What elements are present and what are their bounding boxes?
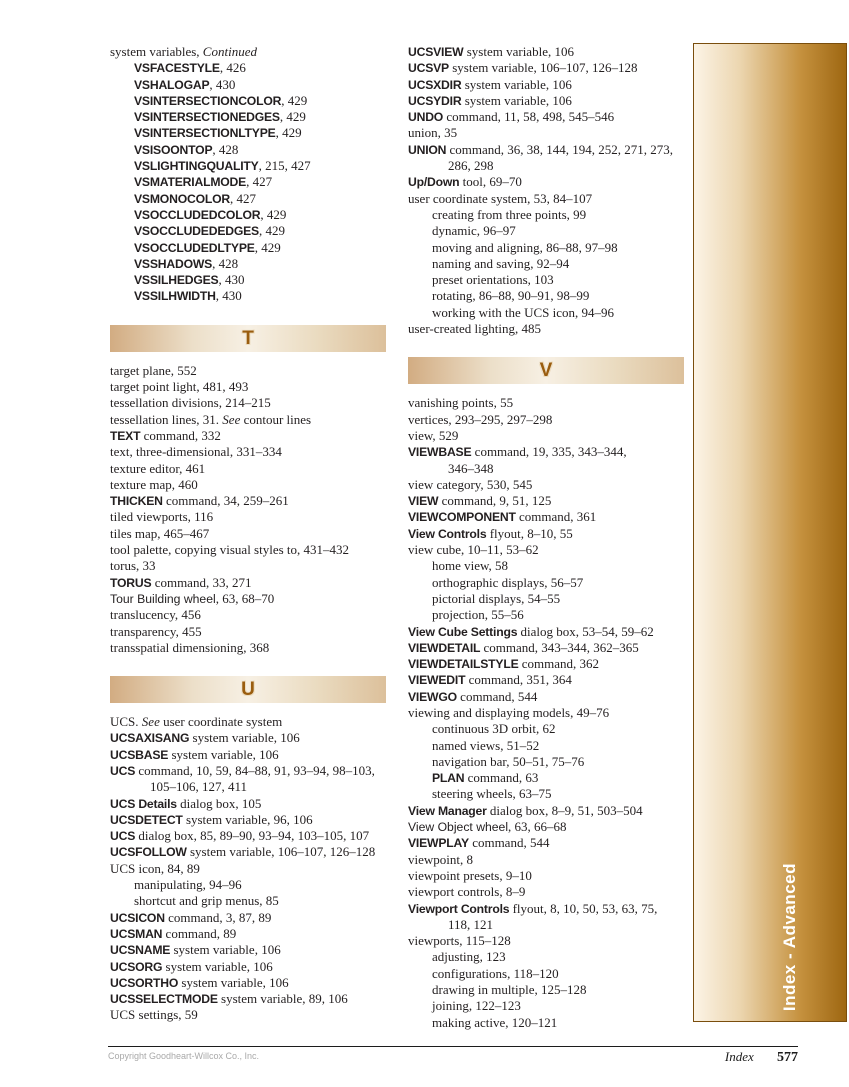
index-entry [408, 272, 696, 288]
entry-text-segment: VSSILHWIDTH [134, 289, 216, 304]
index-entry [110, 640, 398, 656]
entry-text-segment: viewports, 115–128 [408, 933, 511, 949]
entry-text-segment: command, 544 [456, 688, 538, 704]
index-entry [408, 125, 696, 141]
section-header-T [110, 325, 386, 352]
index-entry [110, 174, 398, 190]
index-entry [408, 60, 696, 76]
entry-text-segment: VIEWEDIT [408, 673, 466, 688]
index-entry [408, 819, 696, 835]
footer-copyright: Copyright Goodheart-Willcox Co., Inc. [108, 1051, 260, 1061]
index-entry [110, 747, 398, 763]
entry-text-segment: VSOCCLUDEDCOLOR [134, 207, 261, 222]
index-entry [110, 926, 398, 942]
index-entry [408, 158, 696, 174]
index-column-right [408, 44, 696, 1031]
entry-text-segment: command, 9, 51, 125 [438, 493, 552, 509]
index-entry [408, 142, 696, 158]
entry-text-segment: Tour Building wheel [110, 591, 216, 606]
entry-text-segment: system variable, 106 [461, 92, 572, 108]
index-entry [408, 689, 696, 705]
entry-text-segment: user coordinate system, 53, 84–107 [408, 190, 593, 206]
entry-text-segment: dynamic, 96–97 [432, 223, 516, 239]
entry-text-segment: viewpoint, 8 [408, 851, 473, 867]
entry-text-segment: contour lines [240, 411, 312, 427]
index-entry [110, 44, 398, 60]
entry-text-segment: UCS Details [110, 796, 177, 811]
entry-text-segment: command, 362 [518, 656, 600, 672]
entry-text-segment: tiles map, 465–467 [110, 525, 210, 541]
index-entry [408, 240, 696, 256]
entry-text-segment: manipulating, 94–96 [134, 877, 242, 893]
index-entry [408, 93, 696, 109]
entry-text-segment: command, 89 [162, 925, 237, 941]
index-entry [110, 1007, 398, 1023]
chapter-tab-label: Index - Advanced [780, 862, 799, 1011]
index-entry [110, 526, 398, 542]
index-entry [408, 624, 696, 640]
entry-text-segment: TEXT [110, 428, 141, 443]
entry-text-segment: View Manager [408, 803, 487, 818]
entry-text-segment: dialog box, 85, 89–90, 93–94, 103–105, 107 [135, 828, 370, 844]
entry-text-segment: VSSHADOWS [134, 256, 213, 271]
entry-text-segment: creating from three points, 99 [432, 206, 587, 222]
entry-text-segment: VSINTERSECTIONCOLOR [134, 93, 282, 108]
index-entry [408, 868, 696, 884]
index-entry [408, 591, 696, 607]
index-entry [110, 477, 398, 493]
entry-text-segment: command, 36, 38, 144, 194, 252, 271, 273, [446, 141, 674, 157]
entry-text-segment: VIEWBASE [408, 445, 472, 460]
entry-text-segment: viewpoint presets, 9–10 [408, 867, 532, 883]
entry-text-segment: transspatial dimensioning, 368 [110, 639, 270, 655]
index-entry [408, 884, 696, 900]
index-entry [110, 975, 398, 991]
entry-text-segment: system variable, 106 [168, 746, 279, 762]
index-entry [110, 60, 398, 76]
entry-text-segment: UNION [408, 142, 447, 157]
index-entry [408, 949, 696, 965]
entry-text-segment: UCS settings, 59 [110, 1007, 198, 1023]
index-entry [408, 428, 696, 444]
entry-text-segment: , 430 [218, 272, 245, 288]
index-entry [408, 721, 696, 737]
entry-text-segment: command, 3, 87, 89 [164, 909, 272, 925]
entry-text-segment: TORUS [110, 575, 152, 590]
footer-rule [108, 1046, 798, 1047]
index-entry [110, 288, 398, 304]
entry-text-segment: system variables, [110, 44, 203, 59]
entry-text-segment: torus, 33 [110, 558, 156, 574]
entry-text-segment: system variable, 106 [170, 942, 281, 958]
chapter-tab-sidebar [693, 43, 847, 1022]
index-entry [110, 509, 398, 525]
entry-text-segment: , 429 [254, 239, 281, 255]
entry-text-segment: See [141, 714, 160, 730]
entry-text-segment: VSFACESTYLE [134, 61, 220, 76]
index-entry [408, 998, 696, 1014]
index-entry [408, 640, 696, 656]
entry-text-segment: UCSVIEW [408, 45, 464, 59]
index-entry [110, 910, 398, 926]
index-entry [110, 207, 398, 223]
entry-text-segment: VSSILHEDGES [134, 273, 219, 288]
index-entry [110, 844, 398, 860]
entry-text-segment: View Cube Settings [408, 624, 518, 639]
index-entry [408, 917, 696, 933]
index-entry [110, 77, 398, 93]
entry-text-segment: , 430 [215, 288, 242, 304]
footer-page-info [108, 1049, 798, 1066]
index-entry [408, 109, 696, 125]
entry-text-segment: VIEWGO [408, 689, 457, 704]
index-entry [110, 363, 398, 379]
section-letter: T [242, 327, 254, 349]
index-entry [408, 656, 696, 672]
entry-text-segment: View Controls [408, 526, 487, 541]
entry-text-segment: VIEWDETAIL [408, 640, 481, 655]
entry-text-segment: union, 35 [408, 125, 458, 141]
index-entry [110, 142, 398, 158]
entry-text-segment: translucency, 456 [110, 607, 201, 623]
entry-text-segment: THICKEN [110, 494, 163, 509]
entry-text-segment: command, 34, 259–261 [162, 493, 289, 509]
index-entry [408, 305, 696, 321]
entry-text-segment: transparency, 455 [110, 623, 202, 639]
entry-text-segment: system variable, 106 [189, 730, 300, 746]
entry-text-segment: , 428 [212, 255, 239, 271]
index-entry [408, 444, 696, 460]
entry-text-segment: UCSORTHO [110, 975, 179, 990]
entry-text-segment: 105–106, 127, 411 [150, 779, 248, 795]
index-entry [110, 714, 398, 730]
index-entry [408, 207, 696, 223]
entry-text-segment: UCSORG [110, 959, 163, 974]
entry-text-segment: , 215, 427 [258, 158, 311, 174]
entry-text-segment: target point light, 481, 493 [110, 379, 249, 395]
index-entry [110, 861, 398, 877]
index-entry [408, 191, 696, 207]
index-entry [110, 428, 398, 444]
entry-text-segment: command, 19, 335, 343–344, [471, 444, 627, 460]
index-entry [408, 461, 696, 477]
index-entry [408, 509, 696, 525]
index-entry [408, 77, 696, 93]
entry-text-segment: working with the UCS icon, 94–96 [432, 304, 614, 320]
entry-text-segment: , 429 [260, 206, 287, 222]
entry-text-segment: system variable, 106 [463, 44, 574, 59]
entry-text-segment: VSOCCLUDEDEDGES [134, 224, 259, 239]
index-entry [408, 395, 696, 411]
index-entry [110, 730, 398, 746]
index-entry [408, 803, 696, 819]
entry-text-segment: UCSXDIR [408, 77, 462, 92]
entry-text-segment: UCSMAN [110, 926, 163, 941]
entry-text-segment: command, 343–344, 362–365 [480, 639, 639, 655]
entry-text-segment: UCS. [110, 714, 142, 730]
entry-text-segment: VIEWDETAILSTYLE [408, 657, 519, 672]
entry-text-segment: system variable, 106–107, 126–128 [449, 60, 638, 76]
index-entry [408, 256, 696, 272]
entry-text-segment: VIEWCOMPONENT [408, 510, 516, 525]
index-entry [408, 542, 696, 558]
entry-text-segment: Continued [202, 44, 257, 59]
entry-text-segment: See [222, 411, 241, 427]
entry-text-segment: , 430 [209, 76, 236, 92]
index-entry [408, 901, 696, 917]
index-entry [110, 893, 398, 909]
index-entry [110, 575, 398, 591]
entry-text-segment: command, 332 [140, 427, 221, 443]
entry-text-segment: navigation bar, 50–51, 75–76 [432, 753, 585, 769]
entry-text-segment: flyout, 8–10, 55 [486, 525, 573, 541]
entry-text-segment: pictorial displays, 54–55 [432, 590, 561, 606]
entry-text-segment: , 63, 66–68 [508, 819, 567, 835]
footer-page-number: 577 [777, 1050, 798, 1065]
entry-text-segment: UCSYDIR [408, 93, 462, 108]
index-entry [408, 558, 696, 574]
entry-text-segment: dialog box, 105 [176, 795, 262, 811]
entry-text-segment: UCS [110, 763, 136, 778]
index-entry [110, 461, 398, 477]
entry-text-segment: UCSDETECT [110, 812, 183, 827]
entry-text-segment: continuous 3D orbit, 62 [432, 721, 556, 737]
entry-text-segment: named views, 51–52 [432, 737, 540, 753]
entry-text-segment: UCSSELECTMODE [110, 992, 218, 1007]
index-entry [110, 877, 398, 893]
index-entry [110, 779, 398, 795]
index-entry [110, 591, 398, 607]
entry-text-segment: dialog box, 8–9, 51, 503–504 [486, 802, 643, 818]
entry-text-segment: VSHALOGAP [134, 77, 210, 92]
index-entry [408, 786, 696, 802]
entry-text-segment: 346–348 [448, 460, 494, 476]
index-entry [408, 575, 696, 591]
entry-text-segment: view cube, 10–11, 53–62 [408, 542, 539, 558]
index-entry [408, 852, 696, 868]
section-letter: V [539, 360, 553, 382]
entry-text-segment: tessellation lines, 31. [110, 411, 223, 427]
index-entry [110, 109, 398, 125]
entry-text-segment: UCS [110, 829, 136, 844]
entry-text-segment: system variable, 96, 106 [182, 811, 313, 827]
footer-section-name: Index [724, 1049, 754, 1064]
index-entry [408, 738, 696, 754]
index-entry [110, 763, 398, 779]
entry-text-segment: PLAN [432, 771, 465, 786]
entry-text-segment: command, 361 [515, 509, 597, 525]
entry-text-segment: viewing and displaying models, 49–76 [408, 704, 610, 720]
entry-text-segment: UCSBASE [110, 747, 169, 762]
entry-text-segment: system variable, 89, 106 [217, 991, 348, 1007]
entry-text-segment: , 429 [281, 92, 308, 108]
entry-text-segment: tool palette, copying visual styles to, 431–432 [110, 542, 350, 558]
index-entry [110, 624, 398, 640]
index-entry [408, 223, 696, 239]
entry-text-segment: UCSNAME [110, 943, 171, 958]
index-entry [110, 158, 398, 174]
entry-text-segment: joining, 122–123 [432, 998, 521, 1014]
entry-text-segment: tiled viewports, 116 [110, 509, 214, 525]
entry-text-segment: tool, 69–70 [459, 174, 522, 190]
index-entry [110, 542, 398, 558]
section-header-V [408, 357, 684, 384]
entry-text-segment: user coordinate system [159, 714, 283, 730]
entry-text-segment: system variable, 106 [461, 76, 572, 92]
entry-text-segment: Up/Down [408, 175, 460, 190]
entry-text-segment: VIEWPLAY [408, 836, 469, 851]
entry-text-segment: home view, 58 [432, 558, 509, 574]
index-entry [408, 44, 696, 60]
entry-text-segment: VSINTERSECTIONLTYPE [134, 126, 276, 141]
entry-text-segment: command, 10, 59, 84–88, 91, 93–94, 98–103, [135, 762, 375, 778]
entry-text-segment: VSMATERIALMODE [134, 175, 247, 190]
index-entry [110, 607, 398, 623]
entry-text-segment: view, 529 [408, 427, 459, 443]
entry-text-segment: shortcut and grip menus, 85 [134, 893, 279, 909]
index-entry [408, 705, 696, 721]
entry-text-segment: UCSVP [408, 61, 449, 76]
index-entry [408, 754, 696, 770]
index-entry [408, 412, 696, 428]
section-letter: U [241, 679, 255, 701]
entry-text-segment: system variable, 106 [162, 958, 273, 974]
entry-text-segment: command, 33, 271 [151, 574, 252, 590]
entry-text-segment: target plane, 552 [110, 362, 197, 378]
index-entry [110, 412, 398, 428]
entry-text-segment: , 429 [275, 125, 302, 141]
entry-text-segment: VIEW [408, 494, 439, 509]
index-entry [110, 493, 398, 509]
index-entry [408, 526, 696, 542]
entry-text-segment: texture editor, 461 [110, 460, 206, 476]
index-entry [408, 174, 696, 190]
entry-text-segment: steering wheels, 63–75 [432, 786, 552, 802]
entry-text-segment: preset orientations, 103 [432, 272, 554, 288]
entry-text-segment: making active, 120–121 [432, 1014, 558, 1030]
entry-text-segment: command, 63 [464, 770, 539, 786]
entry-text-segment: command, 351, 364 [465, 672, 572, 688]
entry-text-segment: UCSICON [110, 910, 165, 925]
index-entry [110, 444, 398, 460]
index-entry [110, 942, 398, 958]
entry-text-segment: , 427 [229, 190, 256, 206]
index-entry [408, 982, 696, 998]
index-entry [110, 828, 398, 844]
index-entry [110, 240, 398, 256]
index-entry [408, 835, 696, 851]
entry-text-segment: VSINTERSECTIONEDGES [134, 110, 280, 125]
index-entry [110, 558, 398, 574]
entry-text-segment: text, three-dimensional, 331–334 [110, 444, 282, 460]
entry-text-segment: adjusting, 123 [432, 949, 506, 965]
entry-text-segment: , 427 [246, 174, 273, 190]
index-entry [110, 125, 398, 141]
entry-text-segment: system variable, 106–107, 126–128 [186, 844, 376, 860]
index-entry [408, 493, 696, 509]
entry-text-segment: UCSAXISANG [110, 731, 190, 746]
entry-text-segment: View Object wheel [408, 820, 509, 835]
entry-text-segment: dialog box, 53–54, 59–62 [517, 623, 654, 639]
entry-text-segment: moving and aligning, 86–88, 97–98 [432, 239, 618, 255]
index-entry [408, 1015, 696, 1031]
index-entry [110, 272, 398, 288]
entry-text-segment: VSMONOCOLOR [134, 191, 230, 206]
index-entry [110, 959, 398, 975]
index-entry [110, 191, 398, 207]
entry-text-segment: command, 544 [468, 835, 550, 851]
entry-text-segment: vanishing points, 55 [408, 395, 514, 411]
entry-text-segment: tessellation divisions, 214–215 [110, 395, 271, 411]
section-header-U [110, 676, 386, 703]
entry-text-segment: orthographic displays, 56–57 [432, 574, 584, 590]
index-entry [110, 93, 398, 109]
index-entry [408, 288, 696, 304]
entry-text-segment: rotating, 86–88, 90–91, 98–99 [432, 288, 590, 304]
index-entry [408, 966, 696, 982]
entry-text-segment: , 429 [279, 109, 306, 125]
entry-text-segment: 286, 298 [448, 158, 494, 174]
entry-text-segment: VSLIGHTINGQUALITY [134, 159, 259, 174]
entry-text-segment: , 428 [212, 141, 239, 157]
index-entry [110, 812, 398, 828]
index-entry [110, 223, 398, 239]
entry-text-segment: UNDO [408, 110, 444, 125]
index-entry [408, 321, 696, 337]
entry-text-segment: user-created lighting, 485 [408, 321, 541, 337]
entry-text-segment: drawing in multiple, 125–128 [432, 982, 587, 998]
entry-text-segment: command, 11, 58, 498, 545–546 [443, 109, 615, 125]
entry-text-segment: UCSFOLLOW [110, 845, 187, 860]
entry-text-segment: configurations, 118–120 [432, 965, 559, 981]
index-entry [408, 770, 696, 786]
index-entry [408, 477, 696, 493]
index-entry [110, 256, 398, 272]
index-entry [110, 796, 398, 812]
entry-text-segment: , 429 [259, 223, 285, 239]
entry-text-segment: UCS icon, 84, 89 [110, 860, 200, 876]
entry-text-segment: VSISOONTOP [134, 142, 213, 157]
entry-text-segment: view category, 530, 545 [408, 476, 533, 492]
entry-text-segment: viewport controls, 8–9 [408, 884, 526, 900]
index-entry [110, 395, 398, 411]
index-entry [110, 379, 398, 395]
entry-text-segment: Viewport Controls [408, 901, 510, 916]
index-column-left [110, 44, 398, 1024]
index-entry [408, 933, 696, 949]
entry-text-segment: flyout, 8, 10, 50, 53, 63, 75, [509, 900, 658, 916]
index-entry [110, 991, 398, 1007]
entry-text-segment: vertices, 293–295, 297–298 [408, 411, 553, 427]
entry-text-segment: projection, 55–56 [432, 607, 524, 623]
entry-text-segment: 118, 121 [448, 916, 494, 932]
entry-text-segment: naming and saving, 92–94 [432, 255, 570, 271]
index-entry [408, 607, 696, 623]
entry-text-segment: VSOCCLUDEDLTYPE [134, 240, 255, 255]
entry-text-segment: , 426 [219, 60, 246, 76]
index-entry [408, 672, 696, 688]
entry-text-segment: system variable, 106 [178, 974, 289, 990]
entry-text-segment: , 63, 68–70 [215, 590, 275, 606]
entry-text-segment: texture map, 460 [110, 476, 198, 492]
